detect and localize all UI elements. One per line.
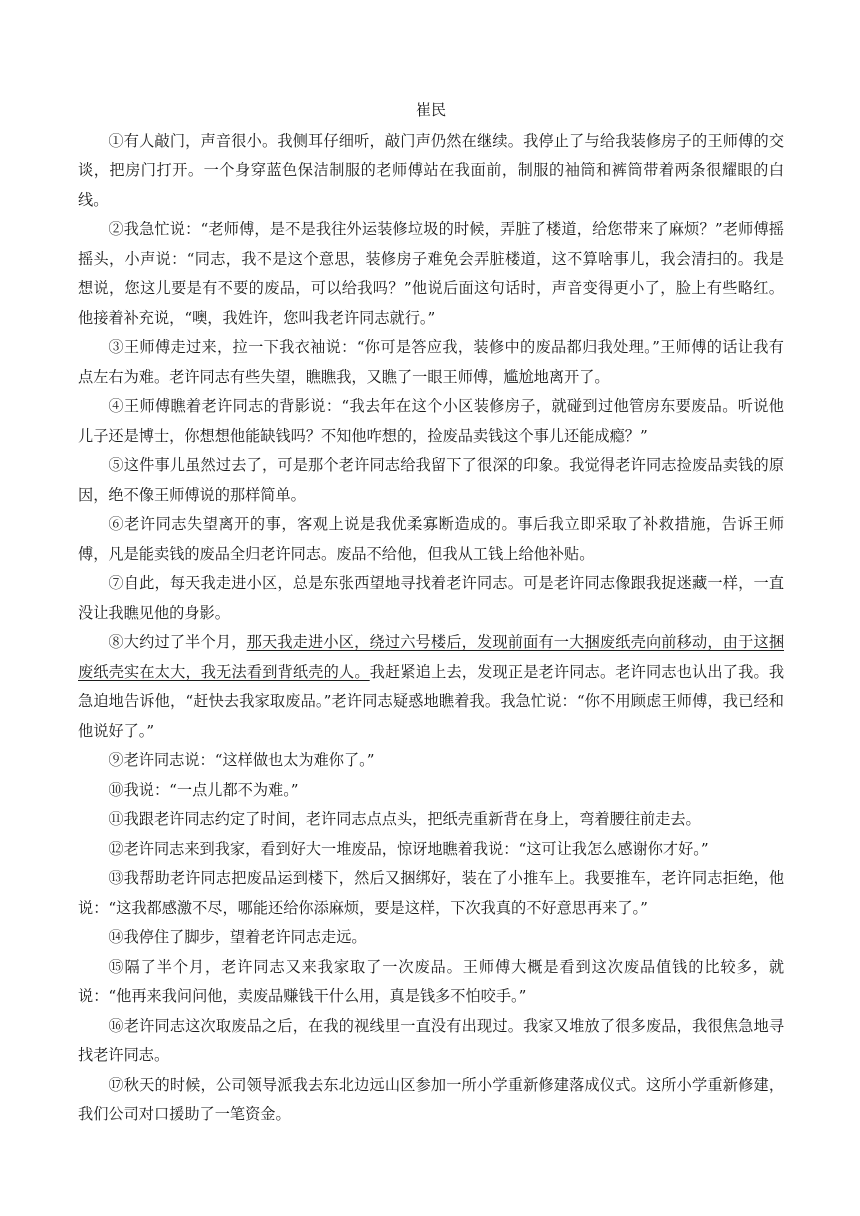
paragraph-7: ⑦自此，每天我走进小区，总是东张西望地寻找着老许同志。可是老许同志像跟我捉迷藏一样，一直没让我瞧见他的身影。 [78, 574, 784, 622]
paragraph-13: ⑬我帮助老许同志把废品运到楼下，然后又捆绑好，装在了小推车上。我要推车，老许同志拒绝，他说：“这我都感激不尽，哪能还给你添麻烦，要是这样，下次我真的不好意思再来了。” [78, 869, 784, 917]
underlined-sentence: 那天我走进小区，绕过六号楼后，发现前面有一大捆废纸壳向前移动，由于这捆废纸壳实在太大，我无法看到背纸壳的人。 [78, 633, 785, 681]
paragraph-16: ⑯老许同志这次取废品之后，在我的视线里一直没有出现过。我家又堆放了很多废品，我很焦急地寻找老许同志。 [78, 1016, 784, 1064]
paragraph-8-lead: ⑧大约过了半个月， [108, 633, 247, 651]
paragraph-3: ③王师傅走过来，拉一下我衣袖说：“你可是答应我，装修中的废品都归我处理。”王师傅的话让我有点左右为难。老许同志有些失望，瞧瞧我，又瞧了一眼王师傅，尴尬地离开了。 [78, 338, 784, 386]
document-page [78, 96, 784, 1130]
paragraph-14: ⑭我停住了脚步，望着老许同志走远。 [108, 928, 367, 946]
author-name: 崔民 [415, 101, 447, 119]
paragraph-2: ②我急忙说：“老师傅，是不是我往外运装修垃圾的时候，弄脏了楼道，给您带来了麻烦？”老师傅摇摇头，小声说：“同志，我不是这个意思，装修房子难免会弄脏楼道，这不算啥事儿，我会清扫的。我是想说，您这儿要是有不要的废品，可以给我吗？”他说后面这句话时，声音变得更小了，脸上有些略红。他接着补充说，“噢，我姓许，您叫我老许同志就行。” [78, 220, 784, 327]
paragraph-5: ⑤这件事儿虽然过去了，可是那个老许同志给我留下了很深的印象。我觉得老许同志捡废品卖钱的原因，绝不像王师傅说的那样简单。 [78, 456, 784, 504]
paragraph-4: ④王师傅瞧着老许同志的背影说：“我去年在这个小区装修房子，就碰到过他管房东要废品。听说他儿子还是博士，你想想他能缺钱吗？不知他咋想的，捡废品卖钱这个事儿还能成瘾？” [78, 397, 784, 445]
paragraph-8-rest: 我赶紧追上去，发现正是老许同志。老许同志也认出了我。我急迫地告诉他，“赶快去我家取废品。”老许同志疑惑地瞧着我。我急忙说：“你不用顾虑王师傅，我已经和他说好了。” [78, 662, 785, 740]
paragraph-1: ①有人敲门，声音很小。我侧耳仔细听，敲门声仍然在继续。我停止了与给我装修房子的王师傅的交谈，把房门打开。一个身穿蓝色保洁制服的老师傅站在我面前，制服的袖筒和裤筒带着两条很耀眼的白线。 [78, 131, 784, 209]
paragraph-17: ⑰秋天的时候，公司领导派我去东北边远山区参加一所小学重新修建落成仪式。这所小学重新修建，我们公司对口援助了一笔资金。 [78, 1075, 784, 1123]
paragraph-12: ⑫老许同志来到我家，看到好大一堆废品，惊讶地瞧着我说：“这可让我怎么感谢你才好。” [108, 839, 709, 858]
paragraph-15: ⑮隔了半个月，老许同志又来我家取了一次废品。王师傅大概是看到这次废品值钱的比较多，就说：“他再来我问问他，卖废品赚钱干什么用，真是钱多不怕咬手。” [78, 957, 784, 1005]
paragraph-9: ⑨老许同志说：“这样做也太为难你了。” [108, 751, 375, 769]
paragraph-11: ⑪我跟老许同志约定了时间，老许同志点点头，把纸壳重新背在身上，弯着腰往前走去。 [108, 810, 701, 828]
paragraph-6: ⑥老许同志失望离开的事，客观上说是我优柔寡断造成的。事后我立即采取了补救措施，告诉王师傅，凡是能卖钱的废品全归老许同志。废品不给他，但我从工钱上给他补贴。 [78, 515, 784, 563]
paragraph-10: ⑩我说：“一点儿都不为难。” [108, 780, 299, 799]
paragraph-8 [78, 628, 784, 746]
